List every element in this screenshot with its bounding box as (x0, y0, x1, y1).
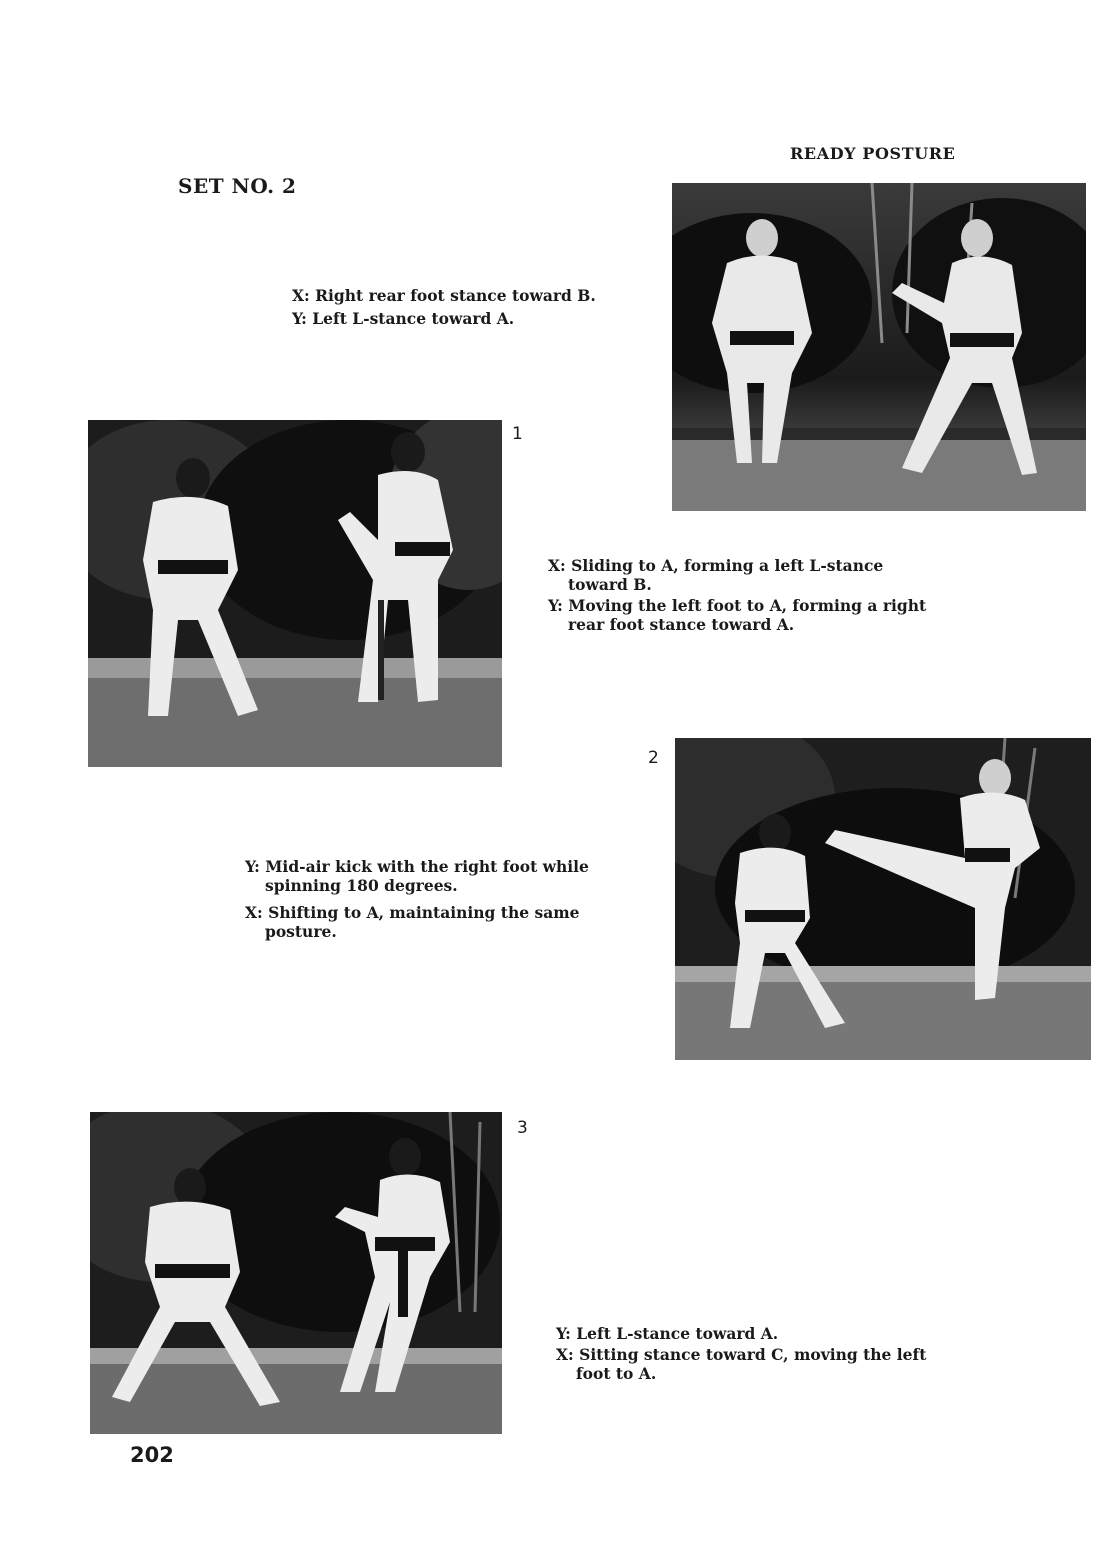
caption-line: Y: Left L-stance toward A. (556, 1324, 779, 1343)
step-3-photo (90, 1112, 502, 1434)
caption-line: X: Sliding to A, forming a left L-stance toward B. (548, 556, 884, 594)
set-title: SET NO. 2 (178, 174, 297, 198)
step-2-number: 2 (648, 748, 659, 768)
step-1-number: 1 (512, 424, 523, 444)
step-3-number: 3 (517, 1118, 528, 1138)
ready-posture-caption (292, 286, 652, 328)
caption-line: Y: Mid-air kick with the right foot while spinning 180 degrees. (245, 857, 589, 895)
ready-posture-photo (672, 183, 1086, 511)
step-1-caption (548, 556, 943, 634)
step-3-caption (556, 1324, 956, 1383)
step-1-photo (88, 420, 502, 767)
caption-line: X: Sitting stance toward C, moving the left foot to A. (556, 1345, 927, 1383)
ready-posture-label: READY POSTURE (790, 144, 956, 163)
caption-line: X: Right rear foot stance toward B. (292, 286, 596, 305)
step-2-caption (245, 857, 640, 941)
step-2-photo (675, 738, 1091, 1060)
caption-line: Y: Left L-stance toward A. (292, 309, 515, 328)
caption-line: Y: Moving the left foot to A, forming a right rear foot stance toward A. (548, 596, 927, 634)
caption-line: X: Shifting to A, maintaining the same posture. (245, 903, 580, 941)
page-number: 202 (130, 1443, 174, 1467)
